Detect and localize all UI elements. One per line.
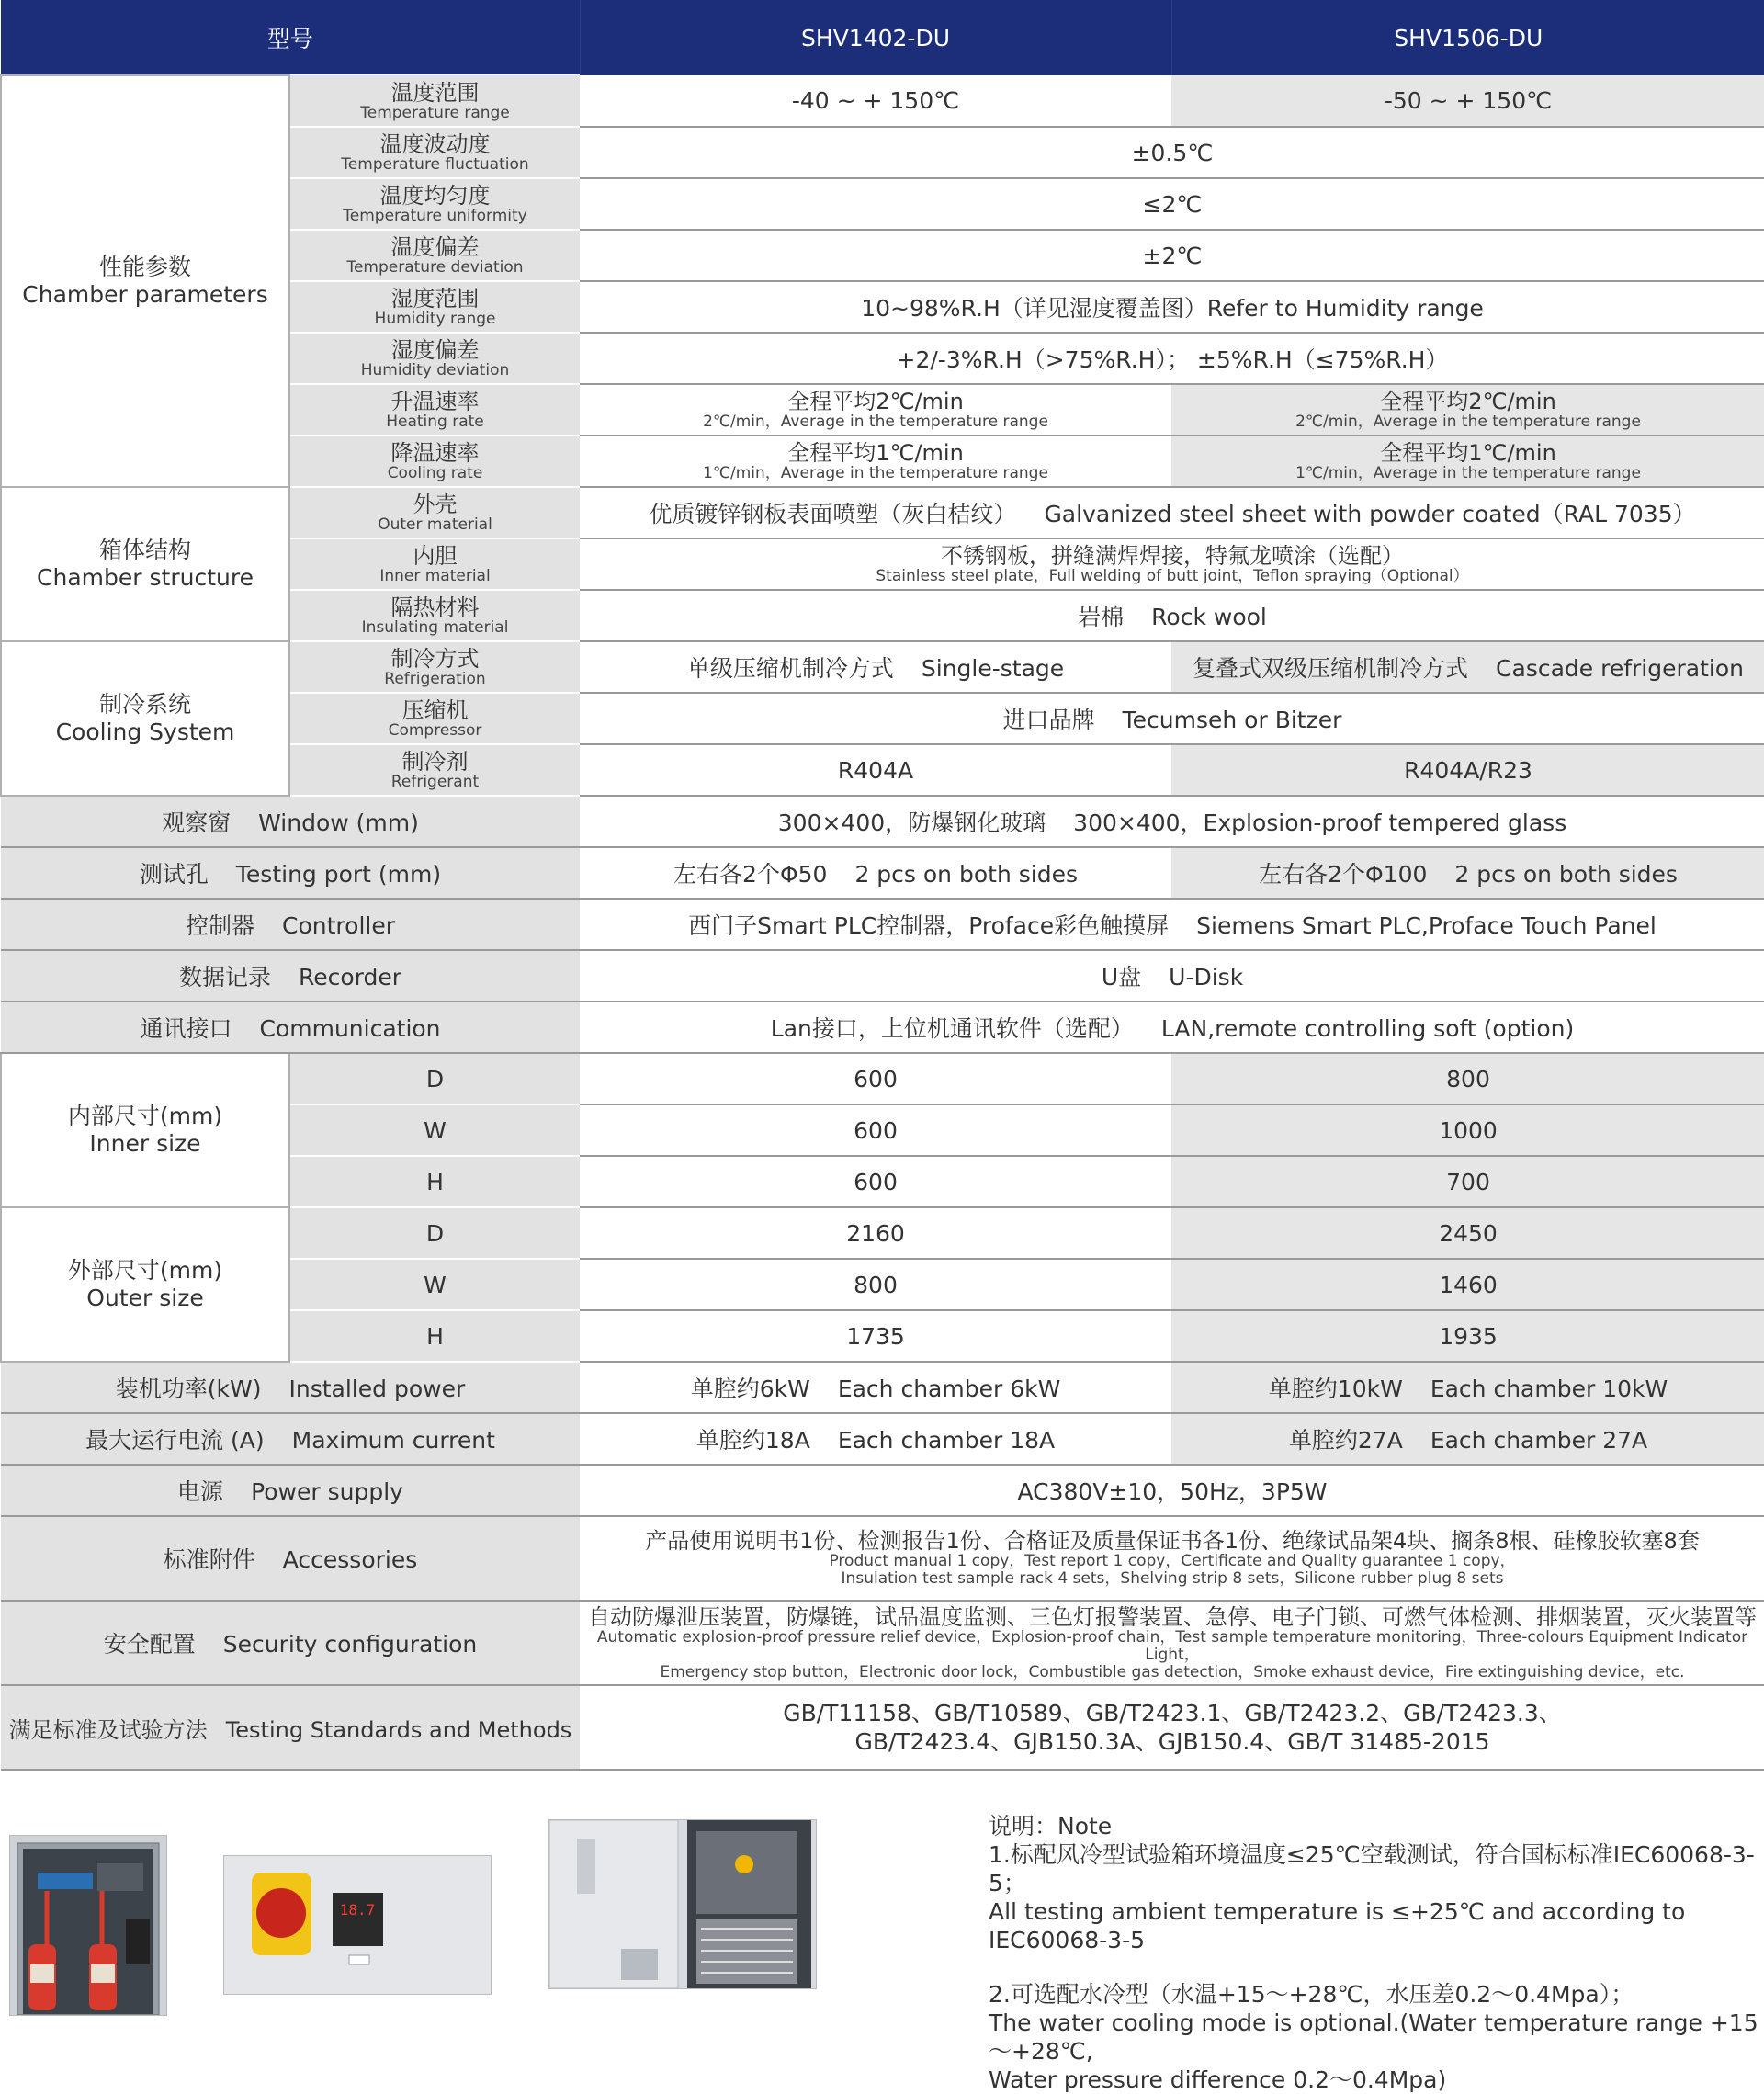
param-label: 制冷剂 Refrigerant: [289, 744, 580, 796]
param-value: GB/T11158、GB/T10589、GB/T2423.1、GB/T2423.2、GB/T2423.3、 GB/T2423.4、GJB150.3A、GJB150.4、GB/T 31485-2015: [580, 1685, 1764, 1770]
param-value: R404A: [580, 744, 1171, 796]
note-line: The water cooling mode is optional.(Water temperature range +15～+28℃,: [989, 2009, 1758, 2065]
table-row: [1, 847, 1764, 899]
note-line: 2.可选配水冷型（水温+15～+28℃，水压差0.2～0.4Mpa）；: [989, 1981, 1634, 2008]
param-label: 隔热材料 Insulating material: [289, 590, 580, 641]
table-row: [1, 1413, 1764, 1465]
param-value: AC380V±10，50Hz，3P5W: [580, 1465, 1764, 1516]
fire-extinguisher-photo-icon: [10, 1836, 166, 2015]
row-label-testing-port: 测试孔 Testing port (mm): [1, 847, 580, 899]
row-label-power: 装机功率(kW) Installed power: [1, 1362, 580, 1413]
param-value: 800: [580, 1259, 1171, 1310]
param-value: 岩棉 Rock wool: [580, 590, 1764, 641]
param-label: 制冷方式 Refrigeration: [289, 641, 580, 693]
photo-fire-extinguishers: [9, 1835, 167, 2016]
category-inner-size: 内部尺寸(mm) Inner size: [1, 1053, 289, 1207]
row-label-security: 安全配置 Security configuration: [1, 1601, 580, 1685]
table-row: [1, 1601, 1764, 1685]
param-label: 温度波动度 Temperature fluctuation: [289, 127, 580, 178]
table-row: [1, 1207, 1764, 1259]
header-model-2: SHV1506-DU: [1171, 0, 1764, 75]
param-value: 全程平均1℃/min 1℃/min，Average in the temperature range: [1171, 436, 1764, 487]
gas-detector-icon: [735, 1855, 753, 1873]
dimension-label: D: [289, 1207, 580, 1259]
param-value: 2160: [580, 1207, 1171, 1259]
param-value: -50 ~ + 150℃: [1171, 75, 1764, 127]
param-value: 全程平均1℃/min 1℃/min，Average in the temperature range: [580, 436, 1171, 487]
param-label: 升温速率 Heating rate: [289, 384, 580, 436]
row-label-supply: 电源 Power supply: [1, 1465, 580, 1516]
dimension-label: D: [289, 1053, 580, 1104]
param-value: 1000: [1171, 1104, 1764, 1156]
category-chamber-parameters: 性能参数 Chamber parameters: [1, 75, 289, 487]
param-value: 单腔约6kW Each chamber 6kW: [580, 1362, 1171, 1413]
param-value: ≤2℃: [580, 178, 1764, 230]
param-value: 复叠式双级压缩机制冷方式 Cascade refrigeration: [1171, 641, 1764, 693]
table-row: [1, 1362, 1764, 1413]
param-value: 单级压缩机制冷方式 Single-stage: [580, 641, 1171, 693]
param-value: ±0.5℃: [580, 127, 1764, 178]
param-value: 10~98%R.H（详见湿度覆盖图）Refer to Humidity range: [580, 281, 1764, 333]
table-row: [1, 1465, 1764, 1516]
dimension-label: H: [289, 1310, 580, 1362]
row-label-window: 观察窗 Window (mm): [1, 796, 580, 847]
param-value: Lan接口，上位机通讯软件（选配） LAN,remote controlling soft (option): [580, 1002, 1764, 1053]
param-label: 湿度偏差 Humidity deviation: [289, 333, 580, 384]
row-label-controller: 控制器 Controller: [1, 899, 580, 950]
param-value: 单腔约27A Each chamber 27A: [1171, 1413, 1764, 1465]
note-line: All testing ambient temperature is ≤+25℃ and according to IEC60068-3-5: [989, 1898, 1686, 1953]
dimension-label: W: [289, 1259, 580, 1310]
param-value: ±2℃: [580, 230, 1764, 281]
header-model-1: SHV1402-DU: [580, 0, 1171, 75]
param-value: R404A/R23: [1171, 744, 1764, 796]
category-chamber-structure: 箱体结构 Chamber structure: [1, 487, 289, 641]
dimension-label: H: [289, 1156, 580, 1207]
table-row: [1, 899, 1764, 950]
param-value: 不锈钢板，拼缝满焊焊接，特氟龙喷涂（选配） Stainless steel plate，Full welding of butt joint，Teflon spraying（Optional）: [580, 538, 1764, 590]
header-row: [1, 0, 1764, 75]
param-value: -40 ~ + 150℃: [580, 75, 1171, 127]
param-value: 西门子Smart PLC控制器，Proface彩色触摸屏 Siemens Smart PLC,Proface Touch Panel: [580, 899, 1764, 950]
row-label-recorder: 数据记录 Recorder: [1, 950, 580, 1002]
table-row: [1, 487, 1764, 538]
param-value: 1935: [1171, 1310, 1764, 1362]
dimension-label: W: [289, 1104, 580, 1156]
param-value: +2/-3%R.H（>75%R.H）； ±5%R.H（≤75%R.H）: [580, 333, 1764, 384]
row-label-accessories: 标准附件 Accessories: [1, 1516, 580, 1601]
param-label: 外壳 Outer material: [289, 487, 580, 538]
param-value: 全程平均2℃/min 2℃/min，Average in the temperature range: [1171, 384, 1764, 436]
param-value: 单腔约10kW Each chamber 10kW: [1171, 1362, 1764, 1413]
table-row: [1, 1516, 1764, 1601]
note-title: 说明：Note: [989, 1813, 1113, 1839]
param-value: 700: [1171, 1156, 1764, 1207]
param-label: 压缩机 Compressor: [289, 693, 580, 744]
table-row: [1, 75, 1764, 127]
param-value: 300×400，防爆钢化玻璃 300×400，Explosion-proof tempered glass: [580, 796, 1764, 847]
photo-gas-detector: [548, 1819, 817, 1989]
param-value: 1460: [1171, 1259, 1764, 1310]
row-label-standards: 满足标准及试验方法 Testing Standards and Methods: [1, 1685, 580, 1770]
note-line: Water pressure difference 0.2～0.4Mpa): [989, 2066, 1447, 2093]
param-value: 进口品牌 Tecumseh or Bitzer: [580, 693, 1764, 744]
row-label-current: 最大运行电流 (A) Maximum current: [1, 1413, 580, 1465]
param-value: 全程平均2℃/min 2℃/min，Average in the temperature range: [580, 384, 1171, 436]
category-outer-size: 外部尺寸(mm) Outer size: [1, 1207, 289, 1362]
param-label: 温度范围 Temperature range: [289, 75, 580, 127]
table-row: [1, 641, 1764, 693]
table-row: [1, 1685, 1764, 1770]
param-label: 降温速率 Cooling rate: [289, 436, 580, 487]
category-cooling-system: 制冷系统 Cooling System: [1, 641, 289, 796]
param-label: 温度偏差 Temperature deviation: [289, 230, 580, 281]
note-block: [989, 1812, 1764, 2094]
param-value: 1735: [580, 1310, 1171, 1362]
param-value: 左右各2个Φ50 2 pcs on both sides: [580, 847, 1171, 899]
note-line: 1.标配风冷型试验箱环境温度≤25℃空载测试，符合国标标准IEC60068-3-5；: [989, 1841, 1755, 1896]
param-label: 温度均匀度 Temperature uniformity: [289, 178, 580, 230]
param-value: 自动防爆泄压装置，防爆链，试品温度监测、三色灯报警装置、急停、电子门锁、可燃气体检测、排烟装置，灭火装置等 Automatic explosion-proof pressure relief device，Explosion-proof chain，Test sample temperature monitoring，Three-colours Equipment Indicator Light， Emergency stop button，Electronic door lock，Combustible gas detection，Smoke exhaust device，Fire extinguishing device，etc.: [580, 1601, 1764, 1685]
table-row: [1, 796, 1764, 847]
param-value: 2450: [1171, 1207, 1764, 1259]
param-value: 左右各2个Φ100 2 pcs on both sides: [1171, 847, 1764, 899]
param-label: 湿度范围 Humidity range: [289, 281, 580, 333]
photo-control-panel: [223, 1855, 492, 1995]
table-row: [1, 950, 1764, 1002]
param-value: 800: [1171, 1053, 1764, 1104]
param-value: 600: [580, 1104, 1171, 1156]
param-value: 600: [580, 1053, 1171, 1104]
table-row: [1, 1053, 1764, 1104]
param-value: 600: [580, 1156, 1171, 1207]
row-label-communication: 通讯接口 Communication: [1, 1002, 580, 1053]
header-model: 型号: [1, 0, 580, 75]
param-value: 产品使用说明书1份、检测报告1份、合格证及质量保证书各1份、绝缘试品架4块、搁条8根、硅橡胶软塞8套 Product manual 1 copy，Test report 1 copy，Certificate and Quality guarantee 1 copy， Insulation test sample rack 4 sets，Shelving strip 8 sets，Silicone rubber plug 8 sets: [580, 1516, 1764, 1601]
table-row: [1, 1002, 1764, 1053]
svg-text:18.7: 18.7: [339, 1901, 376, 1919]
param-value: 单腔约18A Each chamber 18A: [580, 1413, 1171, 1465]
param-value: U盘 U-Disk: [580, 950, 1764, 1002]
vent-grille-icon: [621, 1949, 658, 1980]
param-value: 优质镀锌钢板表面喷塑（灰白桔纹） Galvanized steel sheet with powder coated（RAL 7035）: [580, 487, 1764, 538]
param-label: 内胆 Inner material: [289, 538, 580, 590]
